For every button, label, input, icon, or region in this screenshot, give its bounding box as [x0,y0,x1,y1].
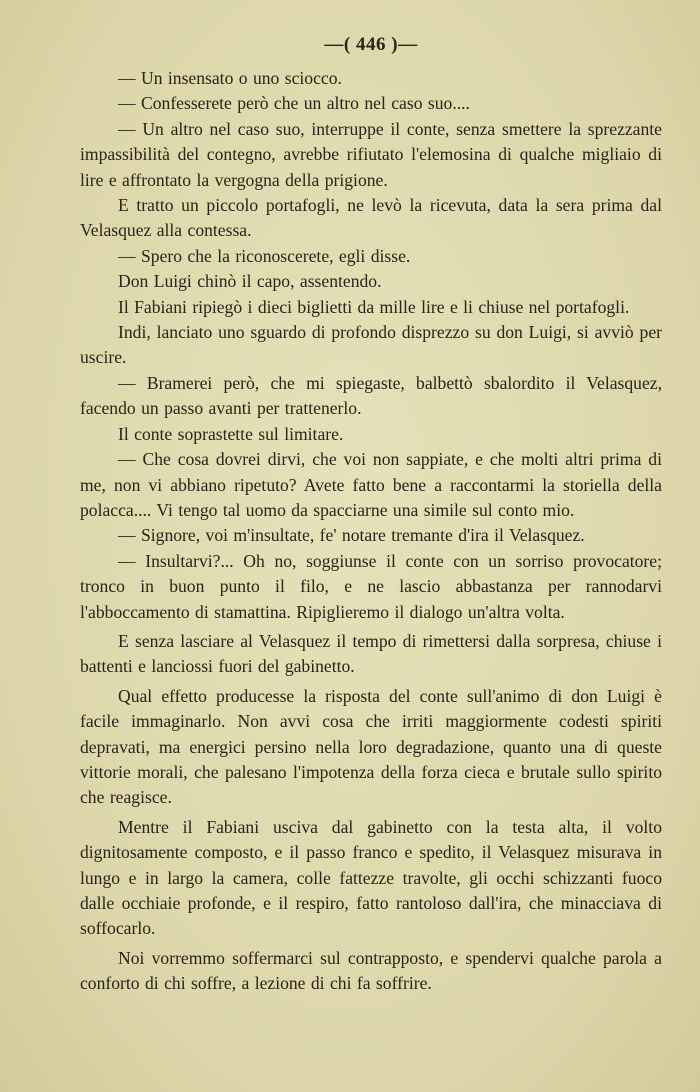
paragraph-6: Don Luigi chinò il capo, assentendo. [118,271,382,292]
paragraph-4: E tratto un piccolo portafogli, ne levò la ricevuta, data la sera prima dal Velasquez alla contessa. [80,195,662,241]
paragraph-9: — Bramerei però, che mi spiegaste, balbettò sbalordito il Velasquez, facendo un passo avanti per trattenerlo. [80,372,662,419]
paragraph-12: — Signore, voi m'insultate, fe' notare tremante d'ira il Velasquez. [118,525,585,546]
paragraph-2: — Confesserete però che un altro nel caso suo.... [118,93,470,114]
paragraph-16: Mentre il Fabiani usciva dal gabinetto con la testa alta, il volto dignitosamente composto, e il passo franco e spedito, il Velasquez misurava in lungo e in largo la camera, colle fattezze travolte, gli occhi schizzanti fuoco dalle occhiaie profonde, e il respiro, fatto rantoloso dall'ira, che minacciava di soffocarlo. [80,816,662,939]
paragraph-1: — Un insensato o uno sciocco. [118,68,342,88]
paragraph-17: Noi vorremmo soffermarci sul contrapposto, e spendervi qualche parola a conforto di chi soffre, a lezione di chi fa soffrire. [80,947,662,994]
paragraph-15: Qual effetto producesse la risposta del conte sull'animo di don Luigi è facile immaginarlo. Non avvi cosa che irriti maggiormente codesti spiriti depravati, ma energici persino nella loro degradazione, quanto una di queste vittorie morali, che palesano l'impotenza della forza cieca e brutale sullo spirito che reagisce. [80,685,662,808]
paragraph-11: — Che cosa dovrei dirvi, che voi non sappiate, e che molti altri prima di me, non vi abbiano ripetuto? Avete fatto bene a raccontarmi la storiella della polacca.... Vi tengo tal uomo da spacciarne una simile sul conto mio. [80,449,662,520]
paragraph-7: Il Fabiani ripiegò i dieci biglietti da mille lire e li chiuse nel portafogli. [118,296,630,317]
paragraph-8: Indi, lanciato uno sguardo di profondo disprezzo su don Luigi, si avviò per uscire. [80,322,662,368]
paragraph-13: — Insultarvi?... Oh no, soggiunse il conte con un sorriso provocatore; tronco in buon punto il filo, e ne lascio abbastanza per rannodarvi l'abboccamento di stamattina. Ripiglieremo il dialogo un'altra volta. [80,550,662,622]
paragraph-3: — Un altro nel caso suo, interruppe il conte, senza smettere la sprezzante impassibilità del contegno, avrebbe rifiutato l'elemosina di qualche migliaio di lire e affrontato la vergogna della prigione. [80,118,662,190]
paragraph-10: Il conte soprastette sul limitare. [118,423,344,444]
paragraph-5: — Spero che la riconoscerete, egli disse. [118,245,411,266]
paragraph-14: E senza lasciare al Velasquez il tempo di rimettersi dalla sorpresa, chiuse i battenti e lanciossi fuori del gabinetto. [80,630,662,677]
page-number-header: —( 446 )— [324,34,418,55]
